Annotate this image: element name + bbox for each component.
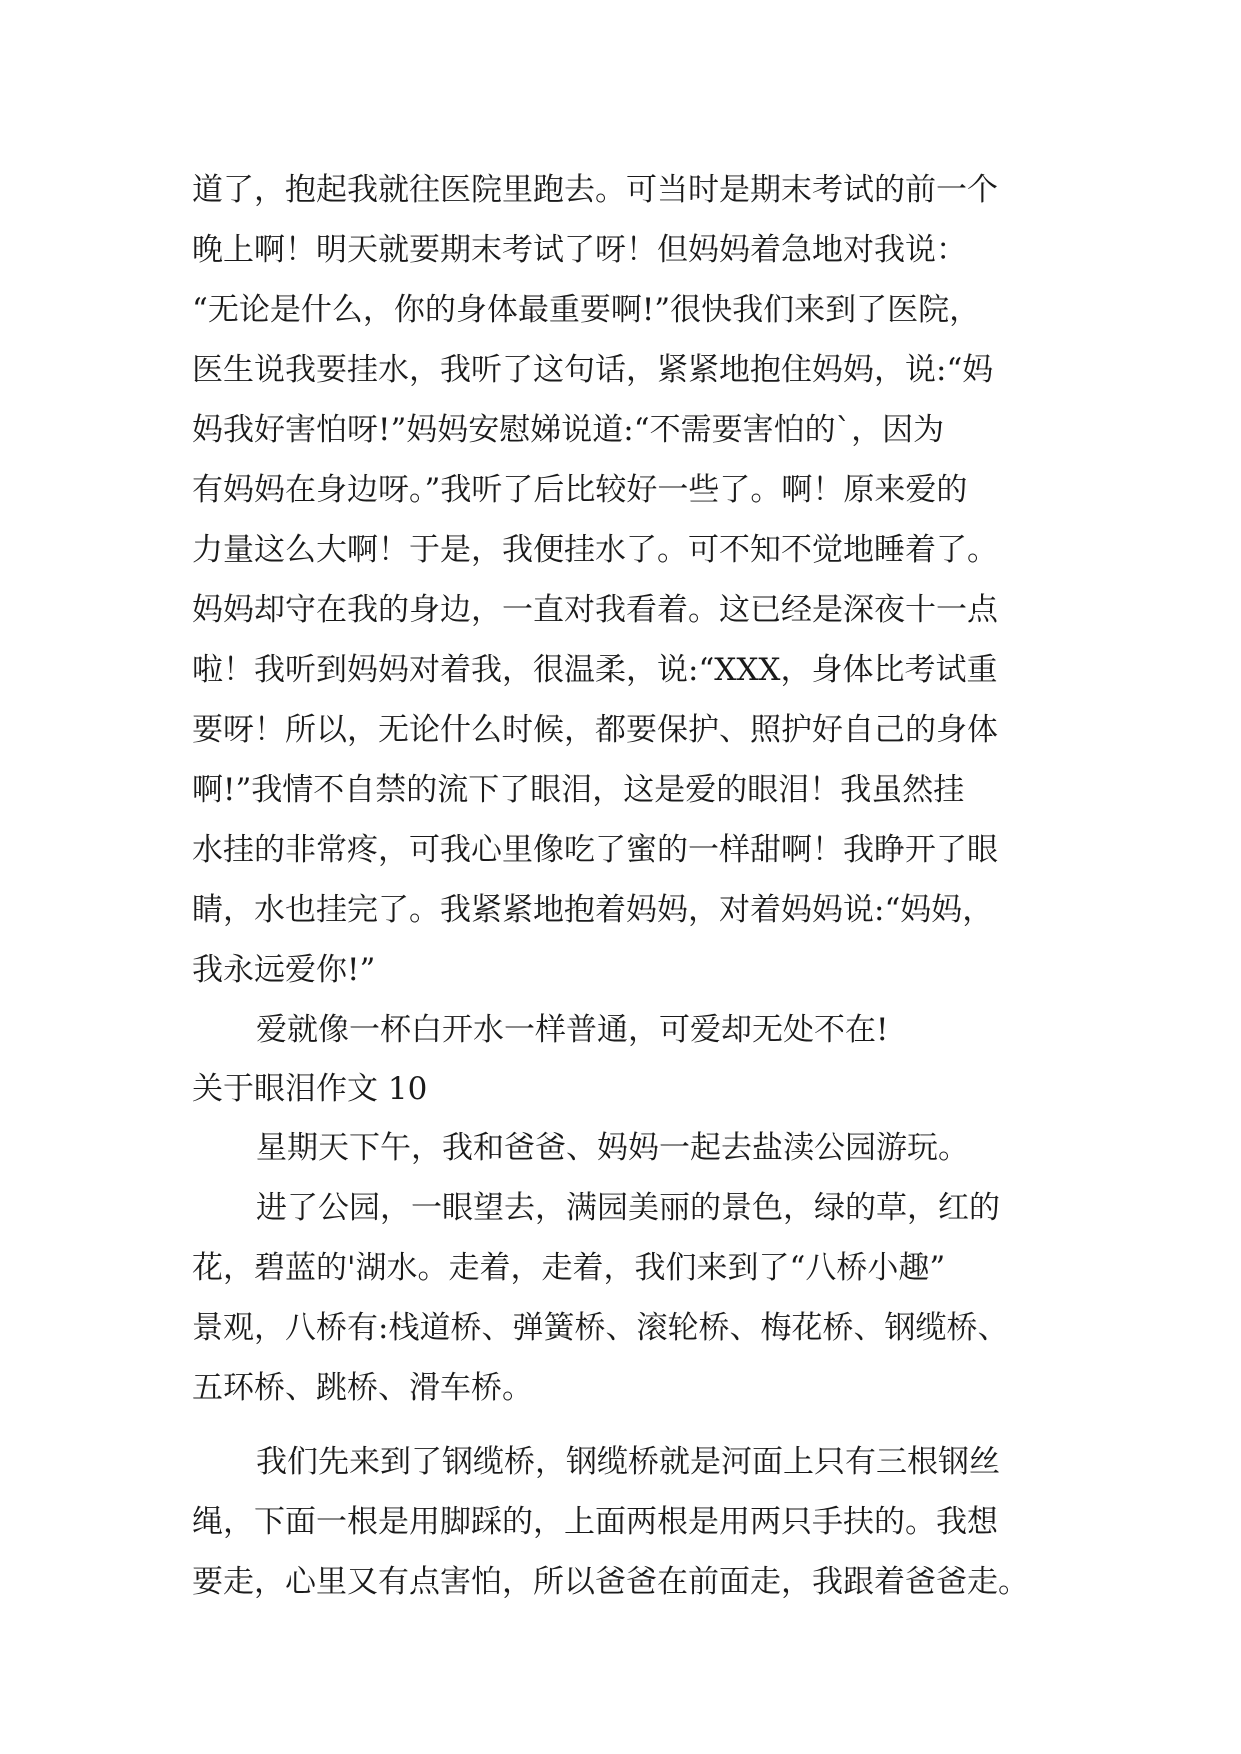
paragraph-3-line: 要走，心里又有点害怕，所以爸爸在前面走，我跟着爸爸走。 bbox=[192, 1564, 1029, 1600]
text-line: 力量这么大啊！于是，我便挂水了。可不知不觉地睡着了。 bbox=[192, 532, 998, 568]
paragraph-1: 星期天下午，我和爸爸、妈妈一起去盐渎公园游玩。 bbox=[256, 1130, 969, 1166]
paragraph-2-line: 五环桥、跳桥、滑车桥。 bbox=[192, 1370, 533, 1406]
text-line: 啊!”我情不自禁的流下了眼泪，这是爱的眼泪！我虽然挂 bbox=[192, 772, 965, 808]
closing-paragraph: 爱就像一杯白开水一样普通，可爱却无处不在! bbox=[256, 1012, 889, 1048]
section-heading: 关于眼泪作文 10 bbox=[192, 1071, 428, 1107]
text-line: 要呀！所以，无论什么时候，都要保护、照护好自己的身体 bbox=[192, 712, 998, 748]
text-line: 妈妈却守在我的身边，一直对我看着。这已经是深夜十一点 bbox=[192, 592, 998, 628]
paragraph-3-line: 绳，下面一根是用脚踩的，上面两根是用两只手扶的。我想 bbox=[192, 1504, 998, 1540]
document-body bbox=[192, 160, 1072, 1612]
paragraph-2-line: 进了公园，一眼望去，满园美丽的景色，绿的草，红的 bbox=[256, 1190, 1000, 1226]
text-line: 我永远爱你!” bbox=[192, 952, 376, 988]
text-line: 医生说我要挂水，我听了这句话，紧紧地抱住妈妈，说:“妈 bbox=[192, 352, 994, 388]
text-line: 有妈妈在身边呀。”我听了后比较好一些了。啊！原来爱的 bbox=[192, 472, 968, 508]
text-line: 啦！我听到妈妈对着我，很温柔，说:“XXX，身体比考试重 bbox=[192, 652, 998, 688]
text-line: 道了，抱起我就往医院里跑去。可当时是期末考试的前一个 bbox=[192, 172, 998, 208]
text-line: 晚上啊！明天就要期末考试了呀！但妈妈着急地对我说： bbox=[192, 232, 967, 268]
text-line: 妈我好害怕呀!”妈妈安慰娣说道:“不需要害怕的`，因为 bbox=[192, 412, 945, 448]
text-line: “无论是什么，你的身体最重要啊!”很快我们来到了医院， bbox=[192, 292, 981, 328]
paragraph-3-line: 我们先来到了钢缆桥，钢缆桥就是河面上只有三根钢丝 bbox=[256, 1444, 1000, 1480]
paragraph-2-line: 花，碧蓝的'湖水。走着，走着，我们来到了“八桥小趣” bbox=[192, 1250, 946, 1286]
text-line: 水挂的非常疼，可我心里像吃了蜜的一样甜啊！我睁开了眼 bbox=[192, 832, 998, 868]
paragraph-2-line: 景观，八桥有:栈道桥、弹簧桥、滚轮桥、梅花桥、钢缆桥、 bbox=[192, 1310, 1009, 1346]
paragraph-spacer bbox=[192, 1418, 1072, 1432]
text-line: 睛，水也挂完了。我紧紧地抱着妈妈，对着妈妈说:“妈妈， bbox=[192, 892, 994, 928]
